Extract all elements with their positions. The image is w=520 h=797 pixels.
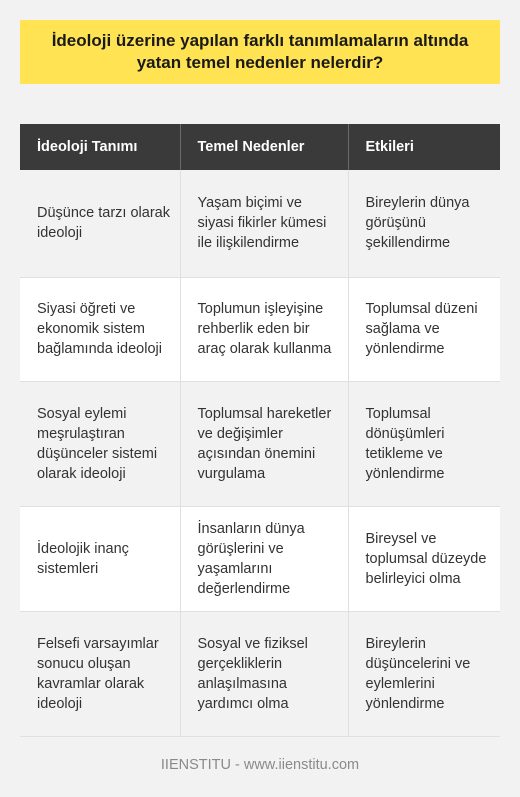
table-cell: İdeolojik inanç sistemleri [20,506,180,611]
table-row [20,277,500,381]
table-header-row [20,124,500,170]
table-cell: Düşünce tarzı olarak ideoloji [20,170,180,277]
footer-credit: IIENSTITU - www.iienstitu.com [160,757,360,773]
table-cell: Bireylerin dünya görüşünü şekillendirme [348,170,500,277]
table-cell: İnsanların dünya görüşlerini ve yaşamlarını değerlendirme [180,506,348,611]
table-row [20,611,500,736]
title-banner [20,20,500,84]
ideology-table [20,124,500,737]
page-title: İdeoloji üzerine yapılan farklı tanımlamaların altında yatan temel nedenler nelerdir? [51,31,469,72]
table-cell: Felsefi varsayımlar sonucu oluşan kavramlar olarak ideoloji [20,611,180,736]
table-cell: Toplumun işleyişine rehberlik eden bir araç olarak kullanma [180,277,348,381]
table-cell: Bireylerin düşüncelerini ve eylemlerini yönlendirme [348,611,500,736]
table-cell: Bireysel ve toplumsal düzeyde belirleyici olma [348,506,500,611]
table-row [20,381,500,506]
column-header-reasons: Temel Nedenler [180,124,348,170]
table-cell: Toplumsal dönüşümleri tetikleme ve yönlendirme [348,381,500,506]
column-header-effects: Etkileri [365,139,414,155]
table-cell: Sosyal ve fiziksel gerçekliklerin anlaşılmasına yardımcı olma [180,611,348,736]
column-header-definition: İdeoloji Tanımı [20,124,180,170]
table-row [20,170,500,277]
table-cell: Siyasi öğreti ve ekonomik sistem bağlamında ideoloji [20,277,180,381]
table-row [20,506,500,611]
table-cell: Yaşam biçimi ve siyasi fikirler kümesi ile ilişkilendirme [180,170,348,277]
table-cell: Sosyal eylemi meşrulaştıran düşünceler sistemi olarak ideoloji [20,381,180,506]
table-cell: Toplumsal hareketler ve değişimler açısından önemini vurgulama [180,381,348,506]
table-cell: Toplumsal düzeni sağlama ve yönlendirme [348,277,500,381]
